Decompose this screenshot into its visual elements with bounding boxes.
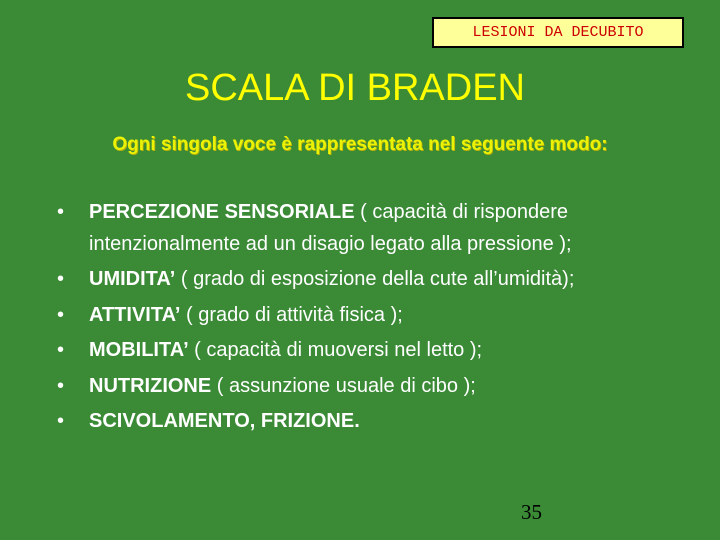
intro-text: Ogni singola voce è rappresentata nel seguente modo: xyxy=(112,134,608,155)
bullet-icon: • xyxy=(57,201,65,223)
header-tag xyxy=(432,17,684,48)
list-item xyxy=(57,335,677,367)
item-heading: UMIDITA’ xyxy=(89,268,176,290)
bullet-icon: • xyxy=(57,339,65,361)
list-item xyxy=(57,406,677,438)
item-heading: NUTRIZIONE xyxy=(89,374,212,397)
list-item xyxy=(57,371,677,403)
list-item xyxy=(57,197,677,260)
list-item xyxy=(57,300,677,332)
item-heading: PERCEZIONE SENSORIALE xyxy=(89,201,355,223)
bullet-icon: • xyxy=(57,410,65,432)
bullet-icon: • xyxy=(57,268,65,290)
bullet-icon: • xyxy=(57,303,65,326)
slide-title xyxy=(0,67,720,110)
header-tag-label: LESIONI DA DECUBITO xyxy=(472,24,644,41)
item-heading: ATTIVITA’ xyxy=(89,303,181,326)
item-description: ( capacità di muoversi nel letto ); xyxy=(188,339,483,361)
item-heading: MOBILITA’ xyxy=(89,339,189,361)
item-description: ( grado di esposizione della cute all’umidità); xyxy=(175,268,575,290)
braden-items-list xyxy=(57,197,677,442)
item-heading: SCIVOLAMENTO, FRIZIONE. xyxy=(89,410,360,432)
page-number: 35 xyxy=(521,500,542,524)
bullet-icon: • xyxy=(57,374,65,397)
item-description: ( grado di attività fisica ); xyxy=(180,303,403,326)
item-description: ( assunzione usuale di cibo ); xyxy=(211,374,476,397)
item-description: ( capacità di rispondere intenzionalmente ad un disagio legato alla pressione ); xyxy=(89,201,572,255)
list-item xyxy=(57,264,677,296)
slide-title-text: SCALA DI BRADEN xyxy=(185,67,525,109)
